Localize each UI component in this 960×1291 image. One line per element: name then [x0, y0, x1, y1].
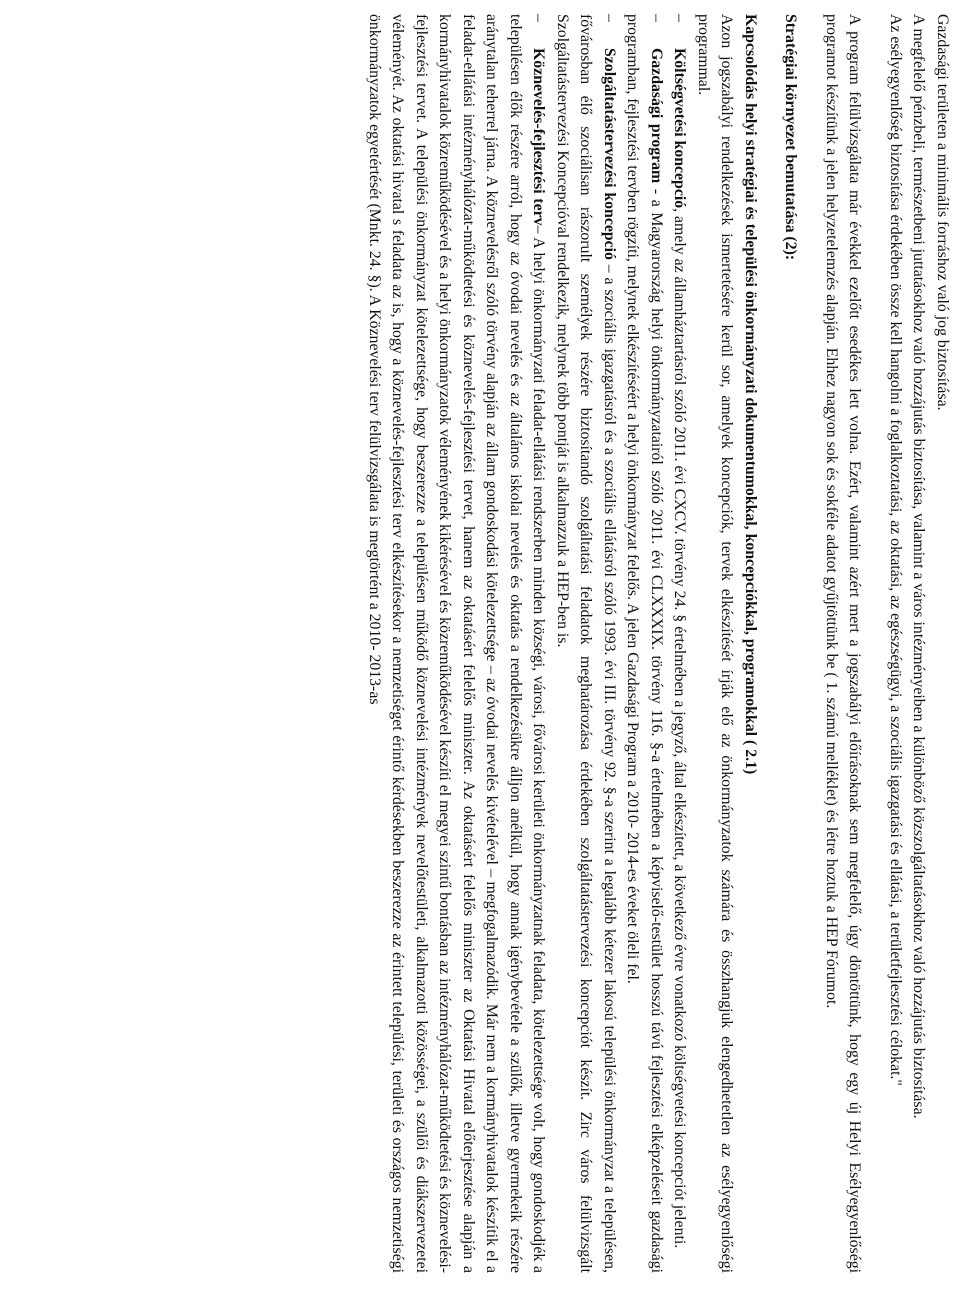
- review-paragraph: A program felülvizsgálata már évekkel ezelőtt esedékes lett volna. Ezért, valamint azért mert a jogszabályi előírásoknak sem megfelelő, úgy döntöttünk, hogy egy új Helyi Esélyegyenlőségi programot készítünk a jelen helyzetelemzés alapján. Ehhez nagyon sok és sokféle adatot gyűjtöttünk be ( 1. számú melléklet) és létre hoztuk a HEP Fórumot.: [823, 14, 864, 1273]
- list-dash: –: [648, 14, 665, 22]
- intro-line-1: Gazdasági területen a minimális forráshoz való jog biztosítása.: [934, 14, 951, 411]
- subsection-body: Azon jogszabályi rendelkezések ismertetésére kerül sor, amelyek koncepciók, tervek elkészítését írják elő az önkormányzatok számára és összhangjuk elengedhetetlen az esélyegyenlőségi programmal.: [695, 14, 736, 1273]
- list-item-gazdasagi: [621, 14, 668, 1273]
- list-item-kozneveles: [363, 14, 551, 1273]
- intro-line-2: A megfelelő pénzbeli, természetbeni juttatásokhoz való hozzájutás biztosítása, valamint a város intézményeiben a különböző közszolgáltatásokhoz való hozzájutás biztosítása.: [910, 14, 928, 1119]
- list-dash: –: [530, 14, 548, 22]
- list-item-term: Köznevelés-fejlesztési terv: [530, 48, 548, 226]
- subsection-heading: Kapcsolódás helyi stratégiai és települési önkormányzati dokumentumokkal, koncepciókkal, programokkal ( 2.1): [742, 14, 759, 775]
- list-item-text: – A helyi önkormányzati feladat-ellátási rendszerben minden községi, városi, fővárosi kerületi önkormányzatnak feladata, kötelezettsége volt, hogy gondoskodjék a településen élők részére arról, hogy az óvodai nevelés és az általános iskolai nevelés és oktatás a rendelkezésükre álljon anélkül, hogy annak igénybevétele a szülők, illetve gyermekeik részére aránytalan teherrel járna. A köznevelésről szóló törvény alapján az állam gondoskodási kötelezettsége – az óvodai nevelés kivételével – megfogalmazódik. Már nem a kormányhivatalok készítik el a feladat-ellátási intézményhálózat-működtetési és köznevelés-fejlesztési tervet, hanem az oktatásért felelős miniszter. Az oktatásért felelős miniszter az Oktatási Hivatal előterjesztése alapján a kormányhivatalok közreműködésével és a helyi önkormányzatok véleményének kikérésével és közreműködésével készíti el megyei szintű bontásban az intézményhálózat-működtetési és köznevelési-fejlesztési tervet. A települési önkormányzat kötelezettsége, hogy beszerezze a településen működő köznevelési intézmények nevelőtestületi, alkalmazotti közösségei, a szülői és diákszervezetei véleményét. Az oktatási hivatal s feladata az is, hogy a köznevelés-fejlesztési terv elkészítésekor a nemzetiséget érintő kérdésekben beszerezze az érintett települési, területi és országos nemzetiségi önkormányzatok egyetértését (Mnkt. 24. §). A Köznevelési terv felülvizsgálata is megtörtént a 2010- 2013-as: [366, 14, 548, 1274]
- list-item-text: - a Magyarország helyi önkormányzatairól szóló 2011. évi CLXXXIX. törvény 116. §-a értelmében a képviselő-testület hosszú távú fejlesztési elképzeléseit gazdasági programban, fejlesztési tervben rögzíti, melynek elkészítéséért a helyi önkormányzat felelős. A jelen Gazdasági Program a 2010- 2014-es éveket öleli fel.: [624, 14, 665, 1273]
- list-item-text: , amely az államháztartásról szóló 2011. évi CXCV. törvény 24. § értelmében a jegyző, által elkészített, a következő évre vonatkozó költségvetési koncepciót jelenti.: [671, 208, 689, 1249]
- list-item-term: Szolgáltatástervezési koncepció: [601, 48, 618, 260]
- intro-line-3: Az esélyegyenlőség biztosítása érdekében össze kell hangolni a foglalkoztatási, az oktatási, az egészségügyi, a szociális igazgatási és ellátási, a területfejlesztési célokat.": [887, 14, 904, 1086]
- list-item-term: Gazdasági program: [648, 48, 665, 184]
- list-item-koltsegvetesi: [668, 14, 692, 1273]
- section-heading: Stratégiai környezet bemutatása (2):: [782, 14, 800, 261]
- list-dash: –: [671, 14, 689, 22]
- list-item-szolgaltatas: [551, 14, 622, 1273]
- list-item-text: – a szociális igazgatásról és a szociális ellátásról szóló 1993. évi III. törvény 92. §-a szerint a legalább kétezer lakosú települési önkormányzat a településen, fővárosban élő szociálisan rászorult személyek részére biztosítandó szolgáltatási feladatok meghatározása érdekében szolgáltatástervezési koncepciót készít. Zirc város felülvizsgált Szolgáltatástervezési Koncepcióval rendelkezik, melynek több pontját is alkalmazzuk a HEP-ben is.: [554, 14, 618, 1273]
- list-item-term: Költségvetési koncepció: [671, 48, 689, 209]
- spacer: [803, 14, 820, 1273]
- list-dash: –: [601, 14, 618, 22]
- spacer: [762, 14, 779, 1273]
- spacer: [867, 14, 884, 1273]
